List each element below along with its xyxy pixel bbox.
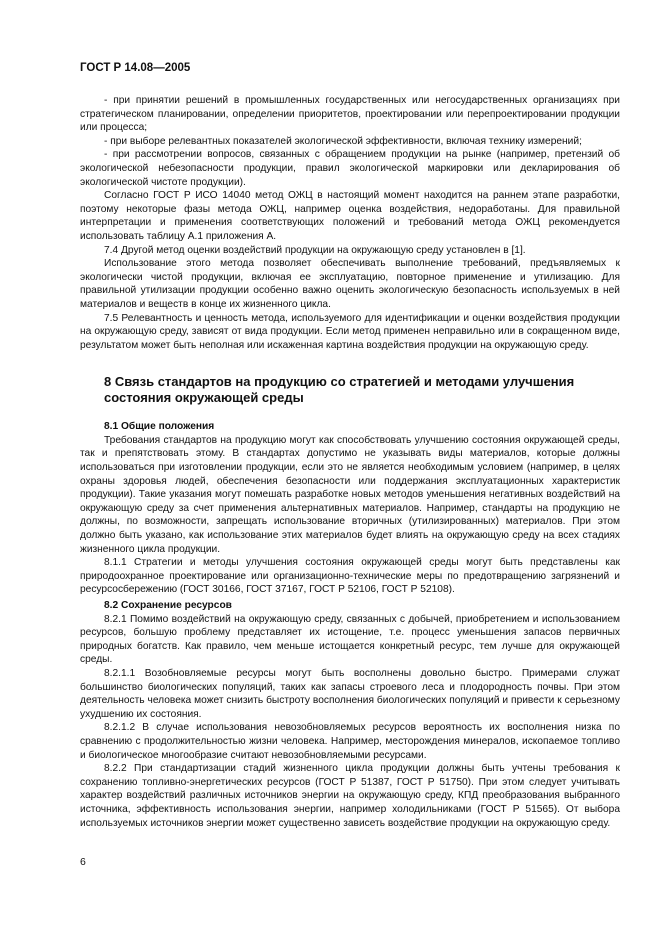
paragraph: 8.2.1.2 В случае использования невозобновляемых ресурсов вероятность их восполнения низка по сравнению с продолжительностью жизни человека. Например, месторождения минералов, ископаемое топливо и биологическое многообразие считают невозобновляемыми ресурсами. — [80, 722, 620, 761]
paragraph: 8.1.1 Стратегии и методы улучшения состояния окружающей среды могут быть представлены как природоохранное проектирование или организационно-технические меры по предотвращению загрязнений и ресурсосбережению (ГОСТ 30166, ГОСТ 37167, ГОСТ Р 52106, ГОСТ Р 52108). — [80, 557, 620, 596]
paragraph: Требования стандартов на продукцию могут как способствовать улучшению состояния окружающей среды, так и препятствовать этому. В стандартах допустимо не указывать виды материалов, которые должны использоваться при изготовлении продукции, если это не является необходимым условием (например, в целях охраны здоровья людей, обеспечения безопасности или поддержания эксплуатационных характеристик продукции). Такие указания могут помешать разработке новых методов уменьшения негативных воздействий на окружающую среду за счет применения альтернативных материалов. Например, стандарты на продукцию не должны, по возможности, запрещать использование вторичных (утилизированных) материалов. При этом должно быть указано, как использование этих материалов будет влиять на окружающую среду на всех стадиях жизненного цикла продукции. — [80, 434, 620, 555]
paragraph: 7.4 Другой метод оценки воздействий продукции на окружающую среду установлен в [1]. — [104, 244, 526, 256]
paragraph: 8.2.1.1 Возобновляемые ресурсы могут быть восполнены довольно быстро. Примерами служат большинство биологических популяций, таких как запасы строевого леса и плодородность почвы. При этом деятельность человека может снизить быстроту восполнения биологических популяций и привести к серьезному ухудшению их состояния. — [80, 667, 620, 720]
subsection-heading: 8.2 Сохранение ресурсов — [104, 600, 232, 611]
paragraph: - при выборе релевантных показателей экологической эффективности, включая технику измерений; — [104, 135, 582, 147]
paragraph: - при принятии решений в промышленных государственных или негосударственных организациях при стратегическом планировании, определении приоритетов, проектировании или перепроектировании продукции или процесса; — [80, 95, 620, 134]
document-header: ГОСТ Р 14.08—2005 — [80, 62, 191, 74]
document-body — [80, 94, 620, 830]
paragraph: 8.2.1 Помимо воздействий на окружающую среду, связанных с добычей, приобретением и использованием ресурсов, большую проблему представляет их истощение, т.е. процесс уменьшения запасов первичных природных богатств. Как правило, чем меньше истощается конкретный ресурс, тем лучше для окружающей среды. — [80, 613, 620, 666]
paragraph: 7.5 Релевантность и ценность метода, используемого для идентификации и оценки воздействия продукции на окружающую среду, зависят от вида продукции. Если метод применен неправильно или в сокращенном виде, результатом может быть неполная или искаженная картина воздействия продукции на окружающую среду. — [80, 312, 620, 351]
paragraph: - при рассмотрении вопросов, связанных с обращением продукции на рынке (например, претензий об экологической небезопасности продукции, правил экологической маркировки или декларирования об экологической чистоте продукции). — [80, 149, 620, 188]
section-heading: 8 Связь стандартов на продукцию со стратегией и методами улучшения состояния окружающей среды — [104, 374, 575, 406]
page-number: 6 — [80, 856, 86, 868]
paragraph: 8.2.2 При стандартизации стадий жизненного цикла продукции должны быть учтены требования к сохранению топливно-энергетических ресурсов (ГОСТ Р 51387, ГОСТ Р 51750). При этом следует учитывать характер воздействий различных источников энергии на окружающую среду, КПД преобразования выбранного источника, эффективность использования энергии, например холодильниками (ГОСТ Р 51565). От выбора используемых источников энергии может существенно зависеть воздействие продукции на окружающую среду. — [80, 763, 620, 829]
paragraph: Согласно ГОСТ Р ИСО 14040 метод ОЖЦ в настоящий момент находится на раннем этапе разработки, поэтому некоторые фазы метода ОЖЦ, например оценка воздействия, недоработаны. Для правильной интерпретации и применения соответствующих положений и требований метода ОЖЦ рекомендуется использовать таблицу А.1 приложения А. — [80, 190, 620, 242]
paragraph: Использование этого метода позволяет обеспечивать выполнение требований, предъявляемых к экологически чистой продукции, включая ее эксплуатацию, повторное применение и утилизацию. Для правильной утилизации продукции особенно важно оценить экологическую безопасность используемых в ней материалов и веществ в конце их жизненного цикла. — [80, 258, 620, 310]
subsection-heading: 8.1 Общие положения — [104, 421, 215, 433]
